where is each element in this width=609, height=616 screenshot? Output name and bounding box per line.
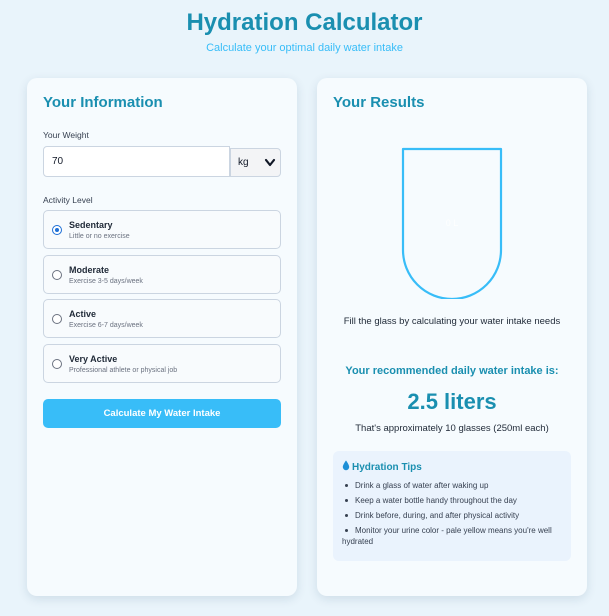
- activity-label: Activity Level: [43, 195, 93, 205]
- option-description: Exercise 3-5 days/week: [69, 278, 143, 285]
- chevron-down-icon: [264, 158, 276, 168]
- information-card: [27, 78, 297, 596]
- tips-list: [342, 480, 566, 551]
- results-card: [317, 78, 587, 596]
- tips-heading: [342, 460, 422, 473]
- calculate-button[interactable]: Calculate My Water Intake: [43, 399, 281, 428]
- tip-item: Drink before, during, and after physical activity: [342, 510, 566, 521]
- activity-option-moderate[interactable]: [43, 255, 281, 294]
- option-title: Very Active: [69, 354, 118, 364]
- radio-moderate[interactable]: [52, 270, 62, 280]
- option-title: Moderate: [69, 265, 110, 275]
- activity-option-sedentary[interactable]: [43, 210, 281, 249]
- weight-input[interactable]: 70: [43, 146, 230, 177]
- radio-active[interactable]: [52, 314, 62, 324]
- unit-select-value: kg: [238, 157, 249, 168]
- activity-option-active[interactable]: [43, 299, 281, 338]
- unit-select[interactable]: [230, 148, 281, 177]
- page-subtitle: Calculate your optimal daily water intake: [206, 42, 403, 54]
- radio-sedentary[interactable]: [52, 225, 62, 235]
- information-title: Your Information: [43, 94, 163, 111]
- tip-item: Keep a water bottle handy throughout the day: [342, 495, 566, 506]
- recommended-value: 2.5 liters: [407, 389, 497, 414]
- option-description: Professional athlete or physical job: [69, 367, 178, 374]
- recommended-label: Your recommended daily water intake is:: [345, 365, 559, 377]
- page-title: Hydration Calculator: [186, 9, 423, 36]
- tips-title: Hydration Tips: [352, 462, 422, 473]
- glass-level-text: 0 L: [445, 218, 459, 228]
- page-header: [0, 8, 609, 54]
- water-drop-icon: [342, 460, 350, 471]
- option-description: Little or no exercise: [69, 233, 130, 240]
- activity-option-very-active[interactable]: [43, 344, 281, 383]
- radio-very-active[interactable]: [52, 359, 62, 369]
- results-title: Your Results: [333, 94, 425, 111]
- weight-label: Your Weight: [43, 130, 89, 140]
- fill-instruction: Fill the glass by calculating your water intake needs: [343, 316, 561, 327]
- tip-item: Drink a glass of water after waking up: [342, 480, 566, 491]
- tip-item: Monitor your urine color - pale yellow means you're well hydrated: [342, 525, 566, 547]
- glasses-equivalent: That's approximately 10 glasses (250ml each): [355, 423, 549, 434]
- option-description: Exercise 6-7 days/week: [69, 322, 143, 329]
- hydration-tips-panel: [333, 451, 571, 561]
- option-title: Active: [69, 309, 97, 319]
- option-title: Sedentary: [69, 220, 113, 230]
